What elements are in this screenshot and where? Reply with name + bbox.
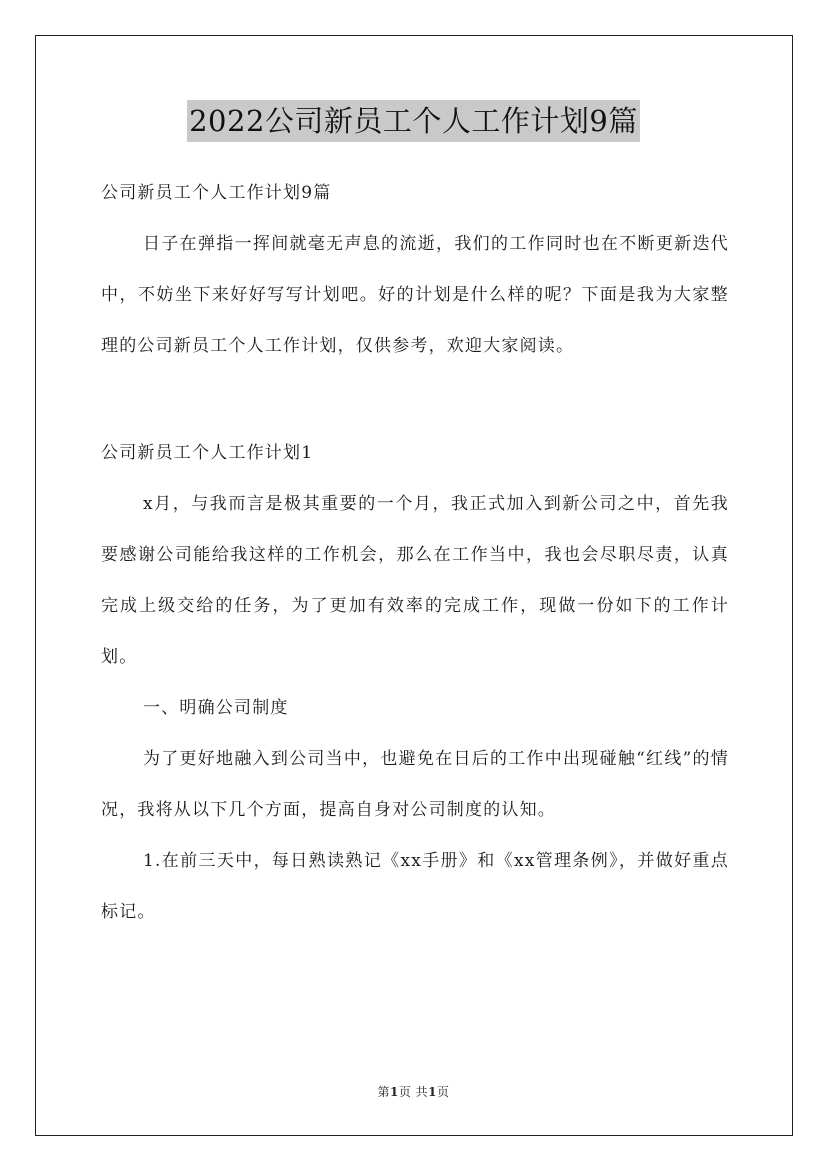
document-body: [101, 168, 729, 938]
document-title: 2022公司新员工个人工作计划9篇: [187, 100, 640, 142]
list-item: 1.在前三天中，每日熟读熟记《xx手册》和《xx管理条例》，并做好重点标记。: [101, 851, 729, 922]
title-container: [0, 100, 827, 142]
document-subtitle: 公司新员工个人工作计划9篇: [101, 183, 332, 203]
section-paragraph: 为了更好地融入到公司当中，也避免在日后的工作中出现碰触“红线”的情况，我将从以下几个方面，提高自身对公司制度的认知。: [101, 749, 729, 820]
footer-page-number: 1: [389, 1085, 399, 1099]
page-footer: [0, 1083, 827, 1100]
section-paragraph: x月，与我而言是极其重要的一个月，我正式加入到新公司之中，首先我要感谢公司能给我这样的工作机会，那么在工作当中，我也会尽职尽责，认真完成上级交给的任务，为了更加有效率的完成工作，现做一份如下的工作计划。: [101, 494, 729, 667]
footer-middle: 页 共: [398, 1085, 429, 1099]
footer-suffix: 页: [437, 1085, 450, 1099]
paragraph-gap: [101, 372, 729, 428]
intro-paragraph: 日子在弹指一挥间就毫无声息的流逝，我们的工作同时也在不断更新迭代中，不妨坐下来好好写写计划吧。好的计划是什么样的呢？下面是我为大家整理的公司新员工个人工作计划，仅供参考，欢迎大家阅读。: [101, 234, 729, 356]
subheading: 一、明确公司制度: [143, 698, 289, 718]
footer-prefix: 第: [377, 1085, 390, 1099]
footer-total-pages: 1: [428, 1085, 438, 1099]
section-heading: 公司新员工个人工作计划1: [101, 443, 314, 463]
